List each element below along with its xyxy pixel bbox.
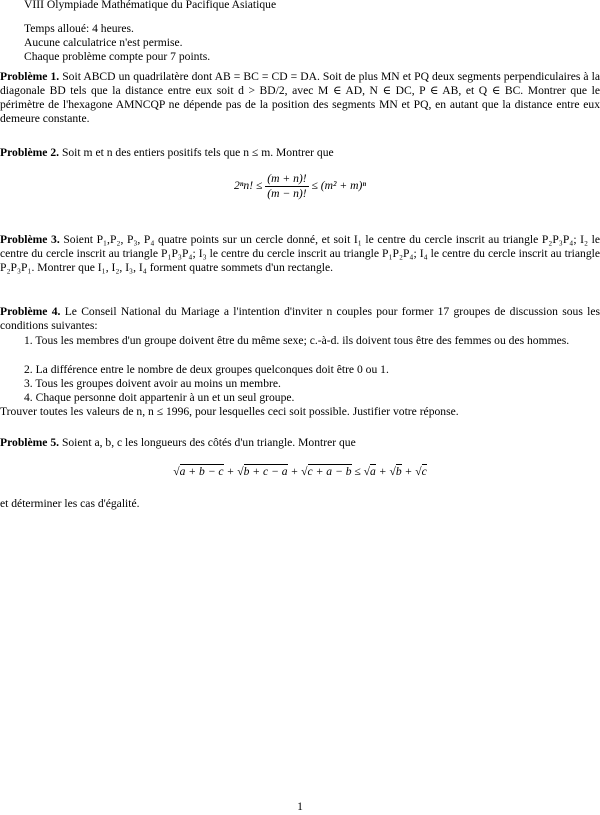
problem-5-label: Problème 5. [0, 436, 60, 449]
problem-2 [0, 146, 600, 160]
sqrt-rhs-1: a [370, 465, 376, 478]
problem-1-label: Problème 1. [0, 70, 60, 83]
formula-right: ≤ (m² + m)ⁿ [311, 179, 367, 193]
problem-1 [0, 70, 600, 126]
sqrt-term-1: a + b − c [179, 465, 224, 478]
formula-denominator: (m − n)! [267, 187, 307, 200]
formula-fraction [265, 172, 308, 201]
formula-left: 2ⁿn! ≤ [233, 179, 263, 193]
page-number: 1 [297, 800, 303, 813]
info-calculator: Aucune calculatrice n'est permise. [24, 36, 183, 49]
problem-4 [0, 305, 600, 333]
sqrt-rhs-3: c [421, 465, 427, 478]
problem-3 [0, 233, 600, 275]
problem-5-text: Soient a, b, c les longueurs des côtés d'un triangle. Montrer que [61, 436, 356, 449]
problem-5 [0, 436, 600, 450]
problem-4-item-1: 1. Tous les membres d'un groupe doivent être du même sexe; c.-à-d. ils doivent tous être des femmes ou des hommes. [24, 334, 570, 347]
problem-2-text: Soit m et n des entiers positifs tels que n ≤ m. Montrer que [61, 146, 334, 159]
problem-4-item-4: 4. Chaque personne doit appartenir à un et un seul groupe. [24, 391, 295, 404]
formula-numerator: (m + n)! [267, 172, 307, 185]
problem-4-conclusion: Trouver toutes les valeurs de n, n ≤ 1996, pour lesquelles ceci soit possible. Justifier votre réponse. [0, 405, 459, 418]
problem-4-text: Le Conseil National du Mariage a l'intention d'inviter n couples pour former 17 groupes de discussion sous les conditions suivantes: [0, 305, 600, 332]
problem-4-item-3: 3. Tous les groupes doivent avoir au moins un membre. [24, 377, 281, 390]
info-points: Chaque problème compte pour 7 points. [24, 50, 211, 63]
sqrt-rhs-2: b [395, 465, 402, 478]
sqrt-term-3: c + a − b [307, 465, 352, 478]
problem-5-conclusion: et déterminer les cas d'égalité. [0, 497, 140, 510]
sqrt-term-2: b + c − a [243, 465, 288, 478]
document-title: VIII Olympiade Mathématique du Pacifique Asiatique [24, 0, 277, 11]
problem-4-label: Problème 4. [0, 305, 61, 318]
problem-2-formula [0, 172, 600, 201]
problem-3-text: Soient P₁,P₂, P₃, P₄ quatre points sur un cercle donné, et soit I₁ le centre du cercle inscrit au triangle P₂P₃P₄; I₂ le centre du cercle inscrit au triangle P₁P₃P₄; I₃ le centre du cercle inscrit au triangle P₁P₂P₄; I₄ le centre du cercle inscrit au triangle P₂P₃P₁. Montrer que I₁, I₂, I₃, I₄ forment quatre sommets d'un rectangle. [0, 233, 600, 274]
problem-1-text: Soit ABCD un quadrilatère dont AB = BC = CD = DA. Soit de plus MN et PQ deux segments perpendiculaires à la diagonale BD tels que la distance entre eux soit d > BD/2, avec M ∈ AD, N ∈ DC, P ∈ AB, et Q ∈ BC. Montrer que le périmètre de l'hexagone AMNCQP ne dépende pas de la position des segments MN et PQ, en autant que la distance entre eux demeure constante. [0, 70, 600, 125]
info-time: Temps alloué: 4 heures. [24, 22, 134, 35]
problem-5-formula: √a + b − c + √b + c − a + √c + a − b ≤ √a + √b + √c [173, 465, 427, 478]
problem-3-label: Problème 3. [0, 233, 60, 246]
problem-2-label: Problème 2. [0, 146, 60, 159]
problem-4-item-2: 2. La différence entre le nombre de deux groupes quelconques doit être 0 ou 1. [24, 363, 389, 376]
